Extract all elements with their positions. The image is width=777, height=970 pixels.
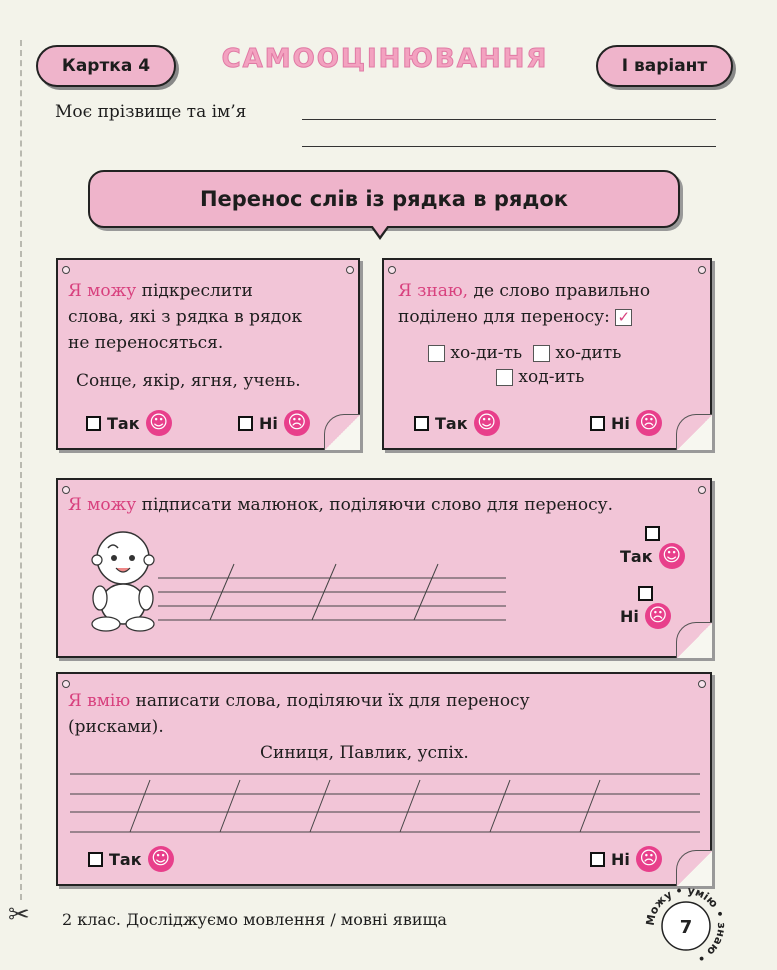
pin-icon xyxy=(346,266,354,274)
task4-lead: Я вмію xyxy=(68,691,131,711)
task1-yes xyxy=(86,410,172,436)
task2-yes xyxy=(414,410,500,436)
page-badge xyxy=(640,880,732,970)
cut-line xyxy=(20,40,22,900)
task1-words: Сонце, якір, ягня, учень. xyxy=(76,371,301,391)
pin-icon xyxy=(388,266,396,274)
happy-face-icon: ☺ xyxy=(659,543,685,569)
task4-no-checkbox[interactable] xyxy=(590,852,605,867)
page-curl xyxy=(324,414,360,450)
name-line-2[interactable] xyxy=(302,146,716,147)
baby-illustration xyxy=(78,528,168,632)
task3-no-label: Ні xyxy=(620,606,639,626)
task1-yes-checkbox[interactable] xyxy=(86,416,101,431)
check-mark-icon: ✓ xyxy=(615,309,632,326)
variant-label: І варіант xyxy=(621,56,708,76)
task3-no xyxy=(620,586,671,629)
task4-words: Синиця, Павлик, успіх. xyxy=(260,743,469,763)
task1-line1: підкреслити xyxy=(136,281,253,301)
task2-yes-label: Так xyxy=(435,413,468,433)
task2-no xyxy=(590,410,662,436)
topic-banner xyxy=(88,170,680,228)
task3-card xyxy=(56,478,712,658)
name-label: Моє прізвище та ім’я xyxy=(55,102,247,122)
task4-text xyxy=(68,688,708,740)
task3-text xyxy=(68,492,708,518)
task2-no-checkbox[interactable] xyxy=(590,416,605,431)
page-title: САМООЦІНЮВАННЯ xyxy=(221,44,549,74)
task2-options-row1 xyxy=(428,340,621,366)
option2-label: хо-дить xyxy=(555,343,622,363)
task3-yes-checkbox[interactable] xyxy=(645,526,660,541)
task1-yes-label: Так xyxy=(107,413,140,433)
pin-icon xyxy=(62,266,70,274)
page-number: 7 xyxy=(679,917,693,938)
task3-no-checkbox[interactable] xyxy=(638,586,653,601)
card-number-label: Картка 4 xyxy=(61,56,151,76)
option1-checkbox[interactable] xyxy=(428,345,445,362)
task4-no xyxy=(590,846,662,872)
task2-line1: де слово правильно xyxy=(468,281,651,301)
happy-face-icon: ☺ xyxy=(474,410,500,436)
task4-card xyxy=(56,672,712,886)
scissors-icon: ✂ xyxy=(8,900,30,930)
pin-icon xyxy=(698,266,706,274)
sad-face-icon: ☹ xyxy=(636,846,662,872)
task1-line3: не переносяться. xyxy=(68,333,224,353)
task1-no-label: Ні xyxy=(259,413,278,433)
task2-lead: Я знаю, xyxy=(398,281,469,301)
task3-yes-label: Так xyxy=(620,546,653,566)
pin-icon xyxy=(698,680,706,688)
name-line-1[interactable] xyxy=(302,119,716,120)
task1-lead: Я можу xyxy=(68,281,137,301)
writing-lines[interactable] xyxy=(158,560,508,622)
task1-text xyxy=(68,278,358,356)
sad-face-icon: ☹ xyxy=(636,410,662,436)
badge-text: Можу • умію • знаю • xyxy=(643,883,729,966)
task3-body: підписати малюнок, поділяючи слово для переносу. xyxy=(136,495,614,515)
pin-icon xyxy=(62,680,70,688)
topic-banner-text: Перенос слів із рядка в рядок xyxy=(199,187,569,211)
task4-yes-label: Так xyxy=(109,849,142,869)
task4-no-label: Ні xyxy=(611,849,630,869)
task3-yes xyxy=(620,526,685,569)
task1-no xyxy=(238,410,310,436)
page-curl xyxy=(676,622,712,658)
sad-face-icon: ☹ xyxy=(284,410,310,436)
task2-options-row2 xyxy=(496,364,584,390)
sad-face-icon: ☹ xyxy=(645,603,671,629)
writing-lines[interactable] xyxy=(70,770,702,836)
task1-no-checkbox[interactable] xyxy=(238,416,253,431)
variant-pill xyxy=(596,45,733,87)
task2-line2: поділено для переносу: xyxy=(398,307,610,327)
option3-checkbox[interactable] xyxy=(496,369,513,386)
option1-label: хо-ди-ть xyxy=(450,343,523,363)
task2-text xyxy=(398,278,714,330)
task4-line2: (рисками). xyxy=(68,717,164,737)
banner-tail-fill xyxy=(372,225,388,236)
task1-card xyxy=(56,258,360,450)
task2-card xyxy=(382,258,712,450)
happy-face-icon: ☺ xyxy=(146,410,172,436)
task4-yes-checkbox[interactable] xyxy=(88,852,103,867)
card-number-pill xyxy=(36,45,176,87)
happy-face-icon: ☺ xyxy=(148,846,174,872)
task2-no-label: Ні xyxy=(611,413,630,433)
option3-label: ход-ить xyxy=(518,367,585,387)
task4-line1: написати слова, поділяючи їх для переносу xyxy=(130,691,530,711)
task1-line2: слова, які з рядка в рядок xyxy=(68,307,303,327)
option2-checkbox[interactable] xyxy=(533,345,550,362)
footer-text: 2 клас. Досліджуємо мовлення / мовні явища xyxy=(62,910,447,929)
task3-lead: Я можу xyxy=(68,495,137,515)
page-curl xyxy=(676,414,712,450)
task4-yes xyxy=(88,846,174,872)
task2-yes-checkbox[interactable] xyxy=(414,416,429,431)
